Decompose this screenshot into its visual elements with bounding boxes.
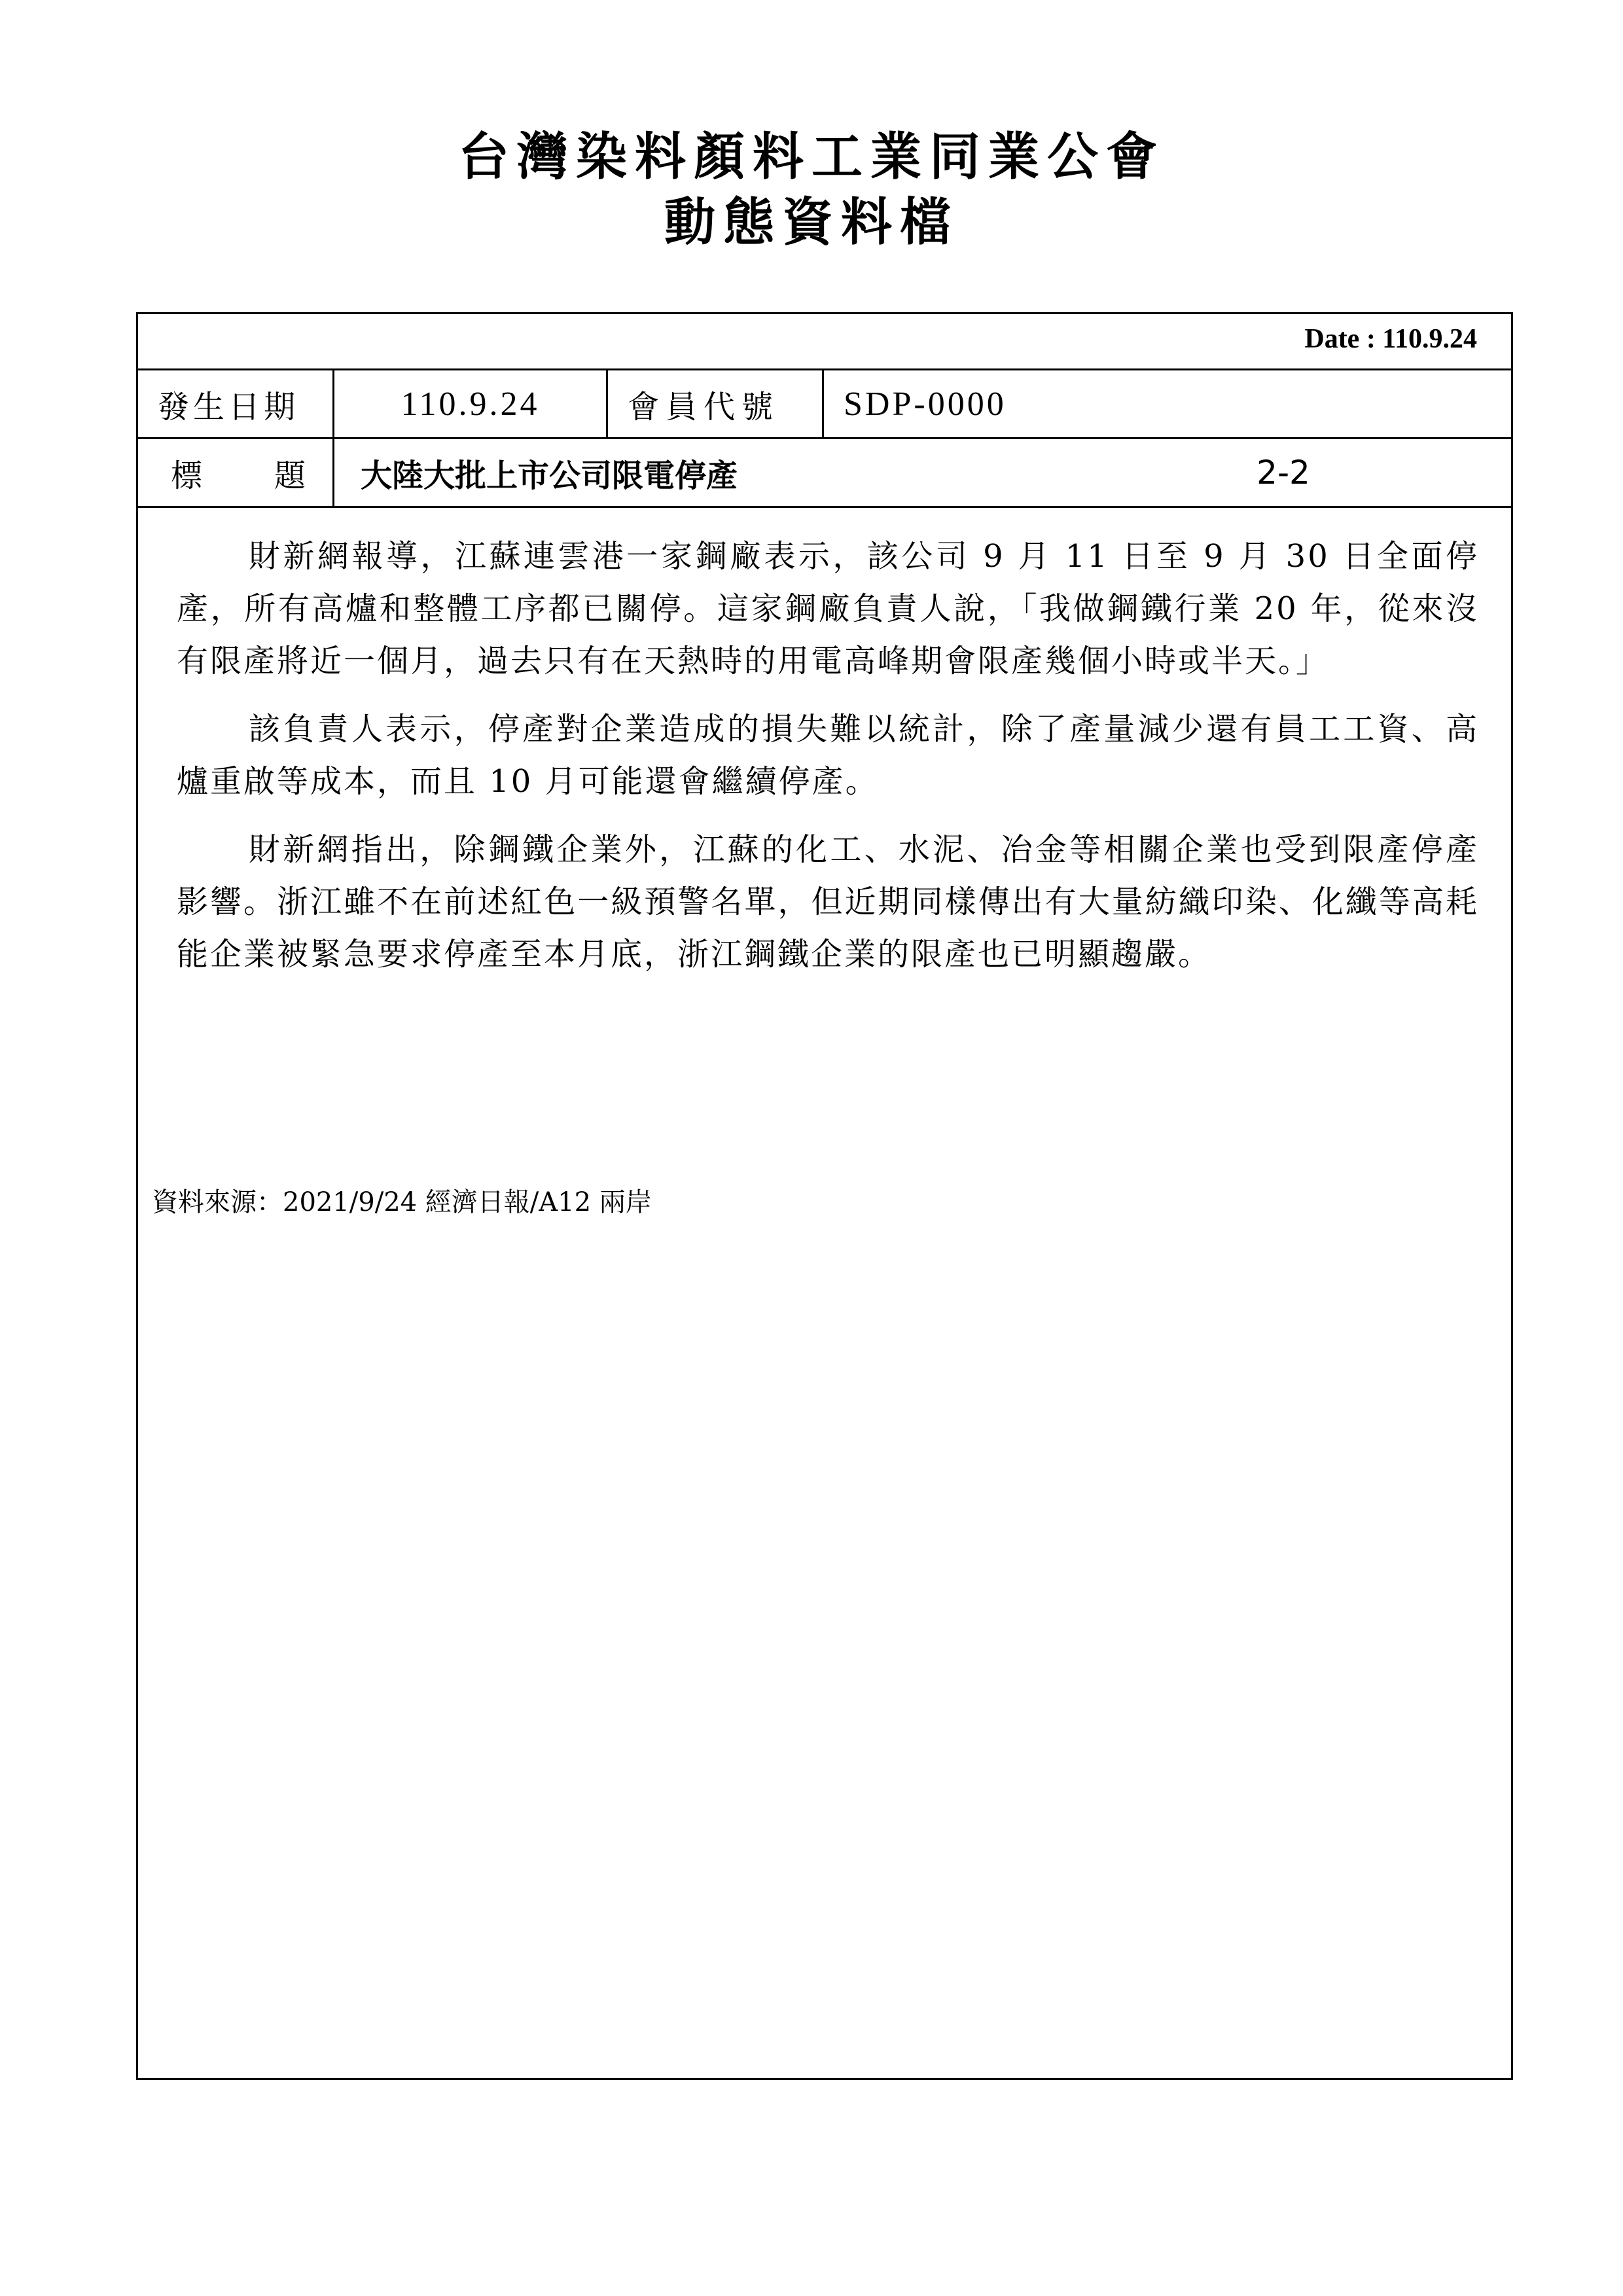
title-label-second: 題 [274, 457, 306, 494]
occur-date-value: 110.9.24 [334, 370, 608, 437]
page-number: 2-2 [1257, 454, 1310, 492]
paragraph: 財新網指出，除鋼鐵企業外，江蘇的化工、水泥、冶金等相關企業也受到限產停產影響。浙江雖不在前述紅色一級預警名單，但近期同樣傳出有大量紡織印染、化纖等高耗能企業被緊急要求停產至本月底，浙江鋼鐵企業的限產也已明顯趨嚴。 [177, 831, 1479, 973]
info-row [138, 370, 1511, 439]
occur-date-label: 發生日期 [138, 370, 334, 437]
article-title: 大陸大批上市公司限電停產 [361, 457, 738, 494]
title-label-first: 標 [171, 457, 203, 494]
date-row [138, 314, 1511, 370]
document-header [0, 124, 1623, 255]
article-body [177, 530, 1479, 996]
member-code-label: 會員代號 [608, 370, 824, 437]
paragraph: 該負責人表示，停產對企業造成的損失難以統計，除了產量減少還有員工工資、高爐重啟等成本，而且 10 月可能還會繼續停產。 [177, 711, 1479, 800]
source-citation: 資料來源：2021/9/24 經濟日報/A12 兩岸 [152, 1187, 652, 1217]
association-name: 台灣染料顏料工業同業公會 [457, 128, 1165, 187]
record-date: Date : 110.9.24 [1304, 324, 1477, 354]
member-code-value: SDP-0000 [844, 385, 1007, 423]
document-type-title: 動態資料檔 [664, 193, 959, 252]
title-row [138, 439, 1511, 508]
paragraph: 財新網報導，江蘇連雲港一家鋼廠表示，該公司 9 月 11 日至 9 月 30 日全面停產，所有高爐和整體工序都已關停。這家鋼廠負責人說，「我做鋼鐵行業 20 年，從來沒有限產將近一個月，過去只有在天熱時的用電高峰期會限產幾個小時或半天。」 [177, 538, 1479, 679]
title-label [138, 439, 334, 506]
